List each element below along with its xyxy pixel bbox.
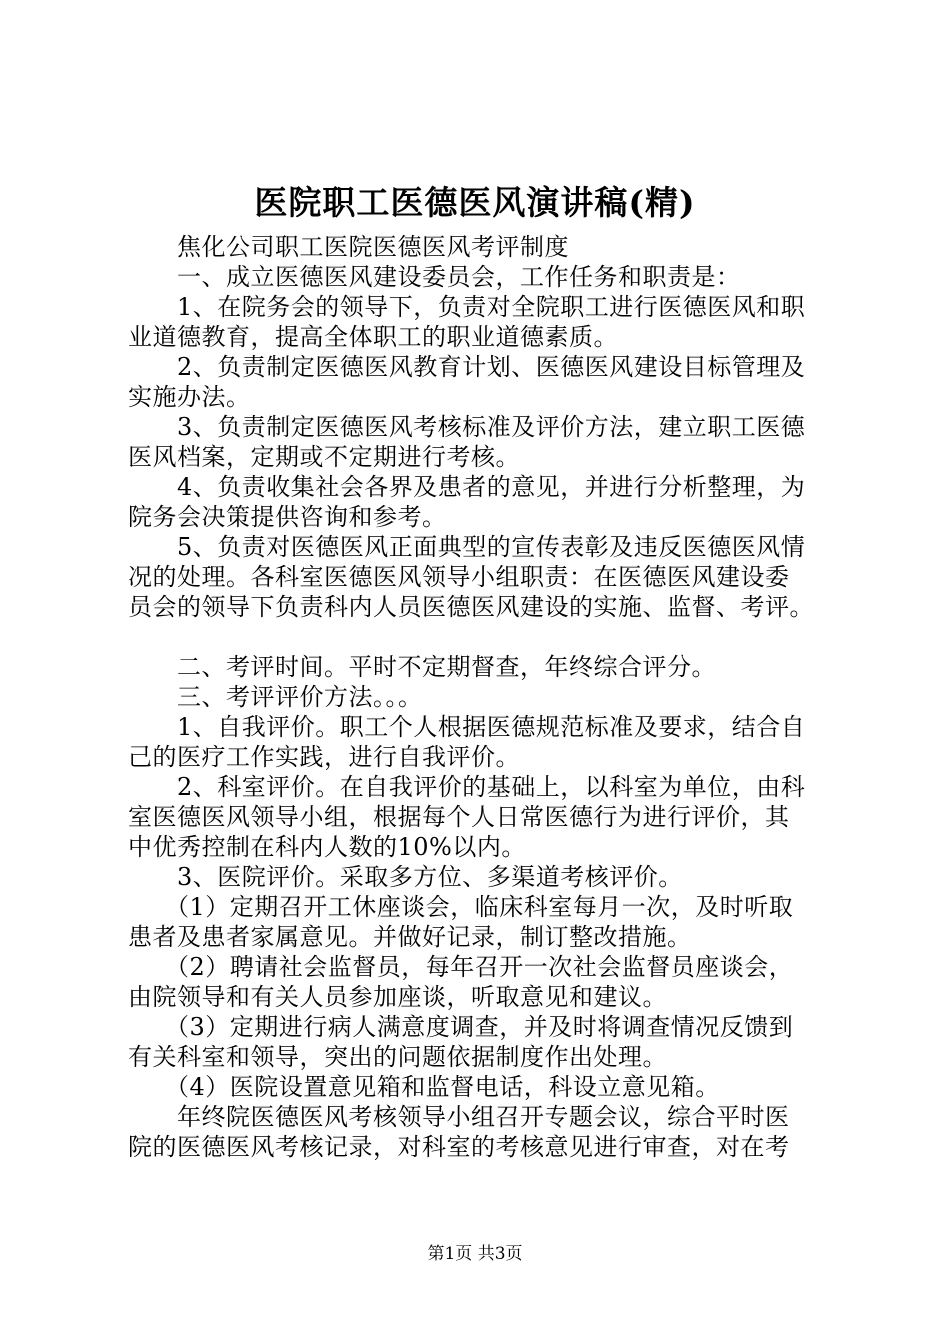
text-line: 焦化公司职工医院医德医风考评制度: [128, 233, 569, 261]
text-line: 室医德医风领导小组，根据每个人日常医德行为进行评价，其: [128, 803, 790, 831]
text-line: （3）定期进行病人满意度调查，并及时将调查情况反馈到: [128, 1013, 794, 1041]
text-line: 3、负责制定医德医风考核标准及评价方法，建立职工医德: [128, 413, 806, 441]
text-line: 1、自我评价。职工个人根据医德规范标准及要求，结合自: [128, 713, 806, 741]
text-line: 5、负责对医德医风正面典型的宣传表彰及违反医德医风情: [128, 533, 806, 561]
text-line: 员会的领导下负责科内人员医德医风建设的实施、监督、考评。: [128, 593, 814, 621]
text-line: 二、考评时间。平时不定期督查，年终综合评分。: [128, 653, 716, 681]
text-line: 4、负责收集社会各界及患者的意见，并进行分析整理，为: [128, 473, 806, 501]
text-line: 一、成立医德医风建设委员会，工作任务和职责是：: [128, 263, 741, 291]
text-line: 中优秀控制在科内人数的10%以内。: [128, 833, 526, 861]
blank-line: [128, 622, 848, 652]
text-line: 院的医德医风考核记录，对科室的考核意见进行审查，对在考: [128, 1133, 790, 1161]
text-line: 实施办法。: [128, 383, 251, 411]
text-line: 况的处理。各科室医德医风领导小组职责：在医德医风建设委: [128, 563, 790, 591]
text-line: 2、负责制定医德医风教育计划、医德医风建设目标管理及: [128, 353, 806, 381]
page-number: 第1页 共3页: [427, 1244, 523, 1264]
text-line: 2、科室评价。在自我评价的基础上，以科室为单位，由科: [128, 773, 806, 801]
document-title: 医院职工医德医风演讲稿(精): [254, 183, 696, 222]
text-line: 三、考评评价方法。。。: [128, 683, 423, 711]
text-line: （1）定期召开工休座谈会，临床科室每月一次，及时听取: [128, 893, 794, 921]
text-line: （2）聘请社会监督员，每年召开一次社会监督员座谈会，: [128, 953, 794, 981]
text-line: 己的医疗工作实践，进行自我评价。: [128, 743, 520, 771]
text-line: 1、在院务会的领导下，负责对全院职工进行医德医风和职: [128, 293, 806, 321]
text-line: 院务会决策提供咨询和参考。: [128, 503, 447, 531]
text-line: （4）医院设置意见箱和监督电话，科设立意见箱。: [128, 1073, 720, 1101]
text-line: 3、医院评价。采取多方位、多渠道考核评价。: [128, 863, 683, 891]
text-line: 由院领导和有关人员参加座谈，听取意见和建议。: [128, 983, 667, 1011]
text-line: 患者及患者家属意见。并做好记录，制订整改措施。: [128, 923, 692, 951]
text-line: 年终院医德医风考核领导小组召开专题会议，综合平时医: [128, 1103, 790, 1131]
text-line: 有关科室和领导，突出的问题依据制度作出处理。: [128, 1043, 667, 1071]
text-line: 业道德教育，提高全体职工的职业道德素质。: [128, 323, 618, 351]
document-body: [128, 232, 848, 1162]
text-line: 医风档案，定期或不定期进行考核。: [128, 443, 520, 471]
